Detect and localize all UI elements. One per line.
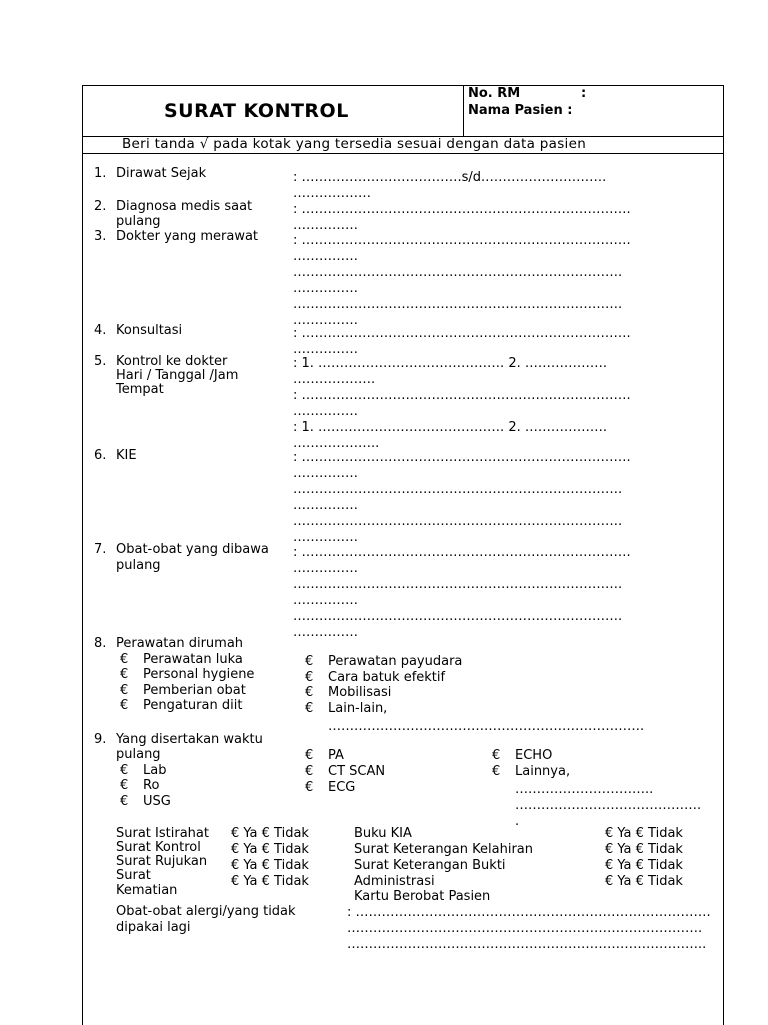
item-label-kie: KIE [116,448,137,463]
fill-line[interactable]: …………… [293,561,358,576]
fill-line[interactable]: : 1. ……………………………………. 2. ………………. [293,356,607,371]
ya-tidak-option[interactable]: € Ya € Tidak [605,842,683,857]
allergy-label: Obat-obat alergi/yang tidak [116,904,296,919]
option-label: Cara batuk efektif [328,670,446,685]
nama-pasien-label: Nama Pasien : [468,103,573,118]
checkbox-icon[interactable]: € [120,667,129,682]
fill-line[interactable]: …………………………………………………………………. [293,265,623,280]
item-number: 5. [94,354,107,369]
checkbox-icon[interactable]: € [305,748,314,763]
fill-line[interactable]: …………………………………………………………………. [293,609,623,624]
fill-line[interactable]: …………… [293,530,358,545]
checkbox-icon[interactable]: € [305,780,314,795]
instruction-divider [82,153,723,154]
item-number: 3. [94,229,107,244]
ya-tidak-option[interactable]: € Ya € Tidak [605,874,683,889]
option-label: Lain-lain, [328,701,388,716]
fill-line[interactable]: …………………………………………………………………. [293,482,623,497]
fill-line[interactable]: …………………………………………………………………. [293,297,623,312]
item-label-diagnosa-cont: pulang [116,214,161,229]
checkbox-icon[interactable]: € [120,698,129,713]
fill-line[interactable]: …………… [293,249,358,264]
document-label: Surat Istirahat [116,826,209,841]
item-label-obat: Obat-obat yang dibawa [116,542,269,557]
item-label-dokter: Dokter yang merawat [116,229,259,244]
item-label-disertakan-cont: pulang [116,747,161,762]
item-number: 6. [94,448,107,463]
option-label: Perawatan luka [143,652,243,667]
option-label: ECG [328,780,356,795]
instruction-text: Beri tanda √ pada kotak yang tersedia sesuai dengan data pasien [122,136,587,152]
item-number: 1. [94,166,107,181]
checkbox-icon[interactable]: € [120,763,129,778]
option-label: Ro [143,778,160,793]
fill-line[interactable]: : …………………………………………………………………. [293,450,631,465]
fill-line[interactable]: : …………………………………………………………………. [293,233,631,248]
fill-line[interactable]: ………………. [293,372,376,387]
option-label: Pengaturan diit [143,698,243,713]
fill-line[interactable]: …………………………………………………………………. [293,514,623,529]
fill-line[interactable]: . [515,814,520,829]
fill-line[interactable]: ……………………………………. [515,798,702,813]
item-label-obat-cont: pulang [116,558,161,573]
fill-line[interactable]: …………… [293,466,358,481]
checkbox-icon[interactable]: € [492,748,501,763]
fill-line[interactable]: …………… [293,342,358,357]
checkbox-icon[interactable]: € [120,778,129,793]
fill-line[interactable]: …………… [293,593,358,608]
ya-tidak-option[interactable]: € Ya € Tidak [605,858,683,873]
item-number: 2. [94,199,107,214]
fill-line[interactable]: ………………………….. [515,782,654,797]
document-label: Kematian [116,883,178,898]
checkbox-icon[interactable]: € [120,794,129,809]
document-label: Surat Kontrol [116,840,201,855]
header-vertical-divider [463,85,464,136]
fill-line[interactable]: : ……………………………….s/d.………………………. [293,170,607,185]
item-label-kontrol-tempat: Tempat [116,382,164,397]
checkbox-icon[interactable]: € [305,670,314,685]
item-number: 4. [94,323,107,338]
fill-line[interactable]: : ………………………………………………………………………. [347,905,711,920]
checkbox-icon[interactable]: € [305,654,314,669]
checkbox-icon[interactable]: € [120,683,129,698]
document-label: Surat [116,868,151,883]
checkbox-icon[interactable]: € [120,652,129,667]
ya-tidak-option[interactable]: € Ya € Tidak [231,842,309,857]
option-label: ECHO [515,748,553,763]
fill-line[interactable]: …………… [293,281,358,296]
document-label: Surat Keterangan Bukti [354,858,506,873]
document-label: Administrasi [354,874,435,889]
ya-tidak-option[interactable]: € Ya € Tidak [231,858,309,873]
fill-line[interactable]: …………… [293,498,358,513]
fill-line[interactable]: …………………………………………………………………. [293,577,623,592]
fill-line[interactable]: : 1. ……………………………………. 2. ………………. [293,420,607,435]
no-rm-label: No. RM [468,86,521,101]
ya-tidak-option[interactable]: € Ya € Tidak [231,874,309,889]
fill-line[interactable]: ……………… [293,186,371,201]
option-label: USG [143,794,171,809]
checkbox-icon[interactable]: € [305,685,314,700]
document-label: Buku KIA [354,826,412,841]
fill-line[interactable]: …………… [293,625,358,640]
allergy-label-cont: dipakai lagi [116,920,191,935]
option-label: Personal hygiene [143,667,255,682]
fill-line[interactable]: ………………………………………………………………. [328,719,645,734]
fill-line[interactable]: …………… [293,313,358,328]
option-label: CT SCAN [328,764,386,779]
fill-line[interactable]: …………… [293,404,358,419]
item-label-kontrol-hari: Hari / Tanggal /Jam [116,368,239,383]
option-label: Perawatan payudara [328,654,463,669]
item-label-kontrol: Kontrol ke dokter [116,354,228,369]
item-label-konsultasi: Konsultasi [116,323,183,338]
item-label-dirawat-sejak: Dirawat Sejak [116,166,207,181]
item-label-diagnosa: Diagnosa medis saat [116,199,253,214]
option-label: Pemberian obat [143,683,246,698]
item-number: 8. [94,636,107,651]
document-label: Surat Keterangan Kelahiran [354,842,533,857]
ya-tidak-option[interactable]: € Ya € Tidak [231,826,309,841]
item-number: 9. [94,732,107,747]
option-label: PA [328,748,344,763]
fill-line[interactable]: : …………………………………………………………………. [293,388,631,403]
item-number: 7. [94,542,107,557]
document-label: Surat Rujukan [116,854,208,869]
fill-line[interactable]: ………………………………………………………………………. [347,921,703,936]
checkbox-icon[interactable]: € [305,764,314,779]
fill-line[interactable]: : …………………………………………………………………. [293,202,631,217]
fill-line[interactable]: …………… [293,218,358,233]
checkbox-icon[interactable]: € [492,764,501,779]
document-label: Kartu Berobat Pasien [354,889,491,904]
option-label: Lab [143,763,167,778]
fill-line[interactable]: ……………………………………………………………………….. [347,937,707,952]
option-label: Mobilisasi [328,685,392,700]
fill-line[interactable]: ……………….. [293,436,380,451]
fill-line[interactable]: : …………………………………………………………………. [293,545,631,560]
page-title: SURAT KONTROL [164,100,349,122]
ya-tidak-option[interactable]: € Ya € Tidak [605,826,683,841]
no-rm-colon: : [581,86,587,101]
option-label: Lainnya, [515,764,571,779]
item-label-disertakan: Yang disertakan waktu [116,732,263,747]
checkbox-icon[interactable]: € [305,701,314,716]
item-label-perawatan: Perawatan dirumah [116,636,244,651]
fill-line[interactable]: : …………………………………………………………………. [293,326,631,341]
